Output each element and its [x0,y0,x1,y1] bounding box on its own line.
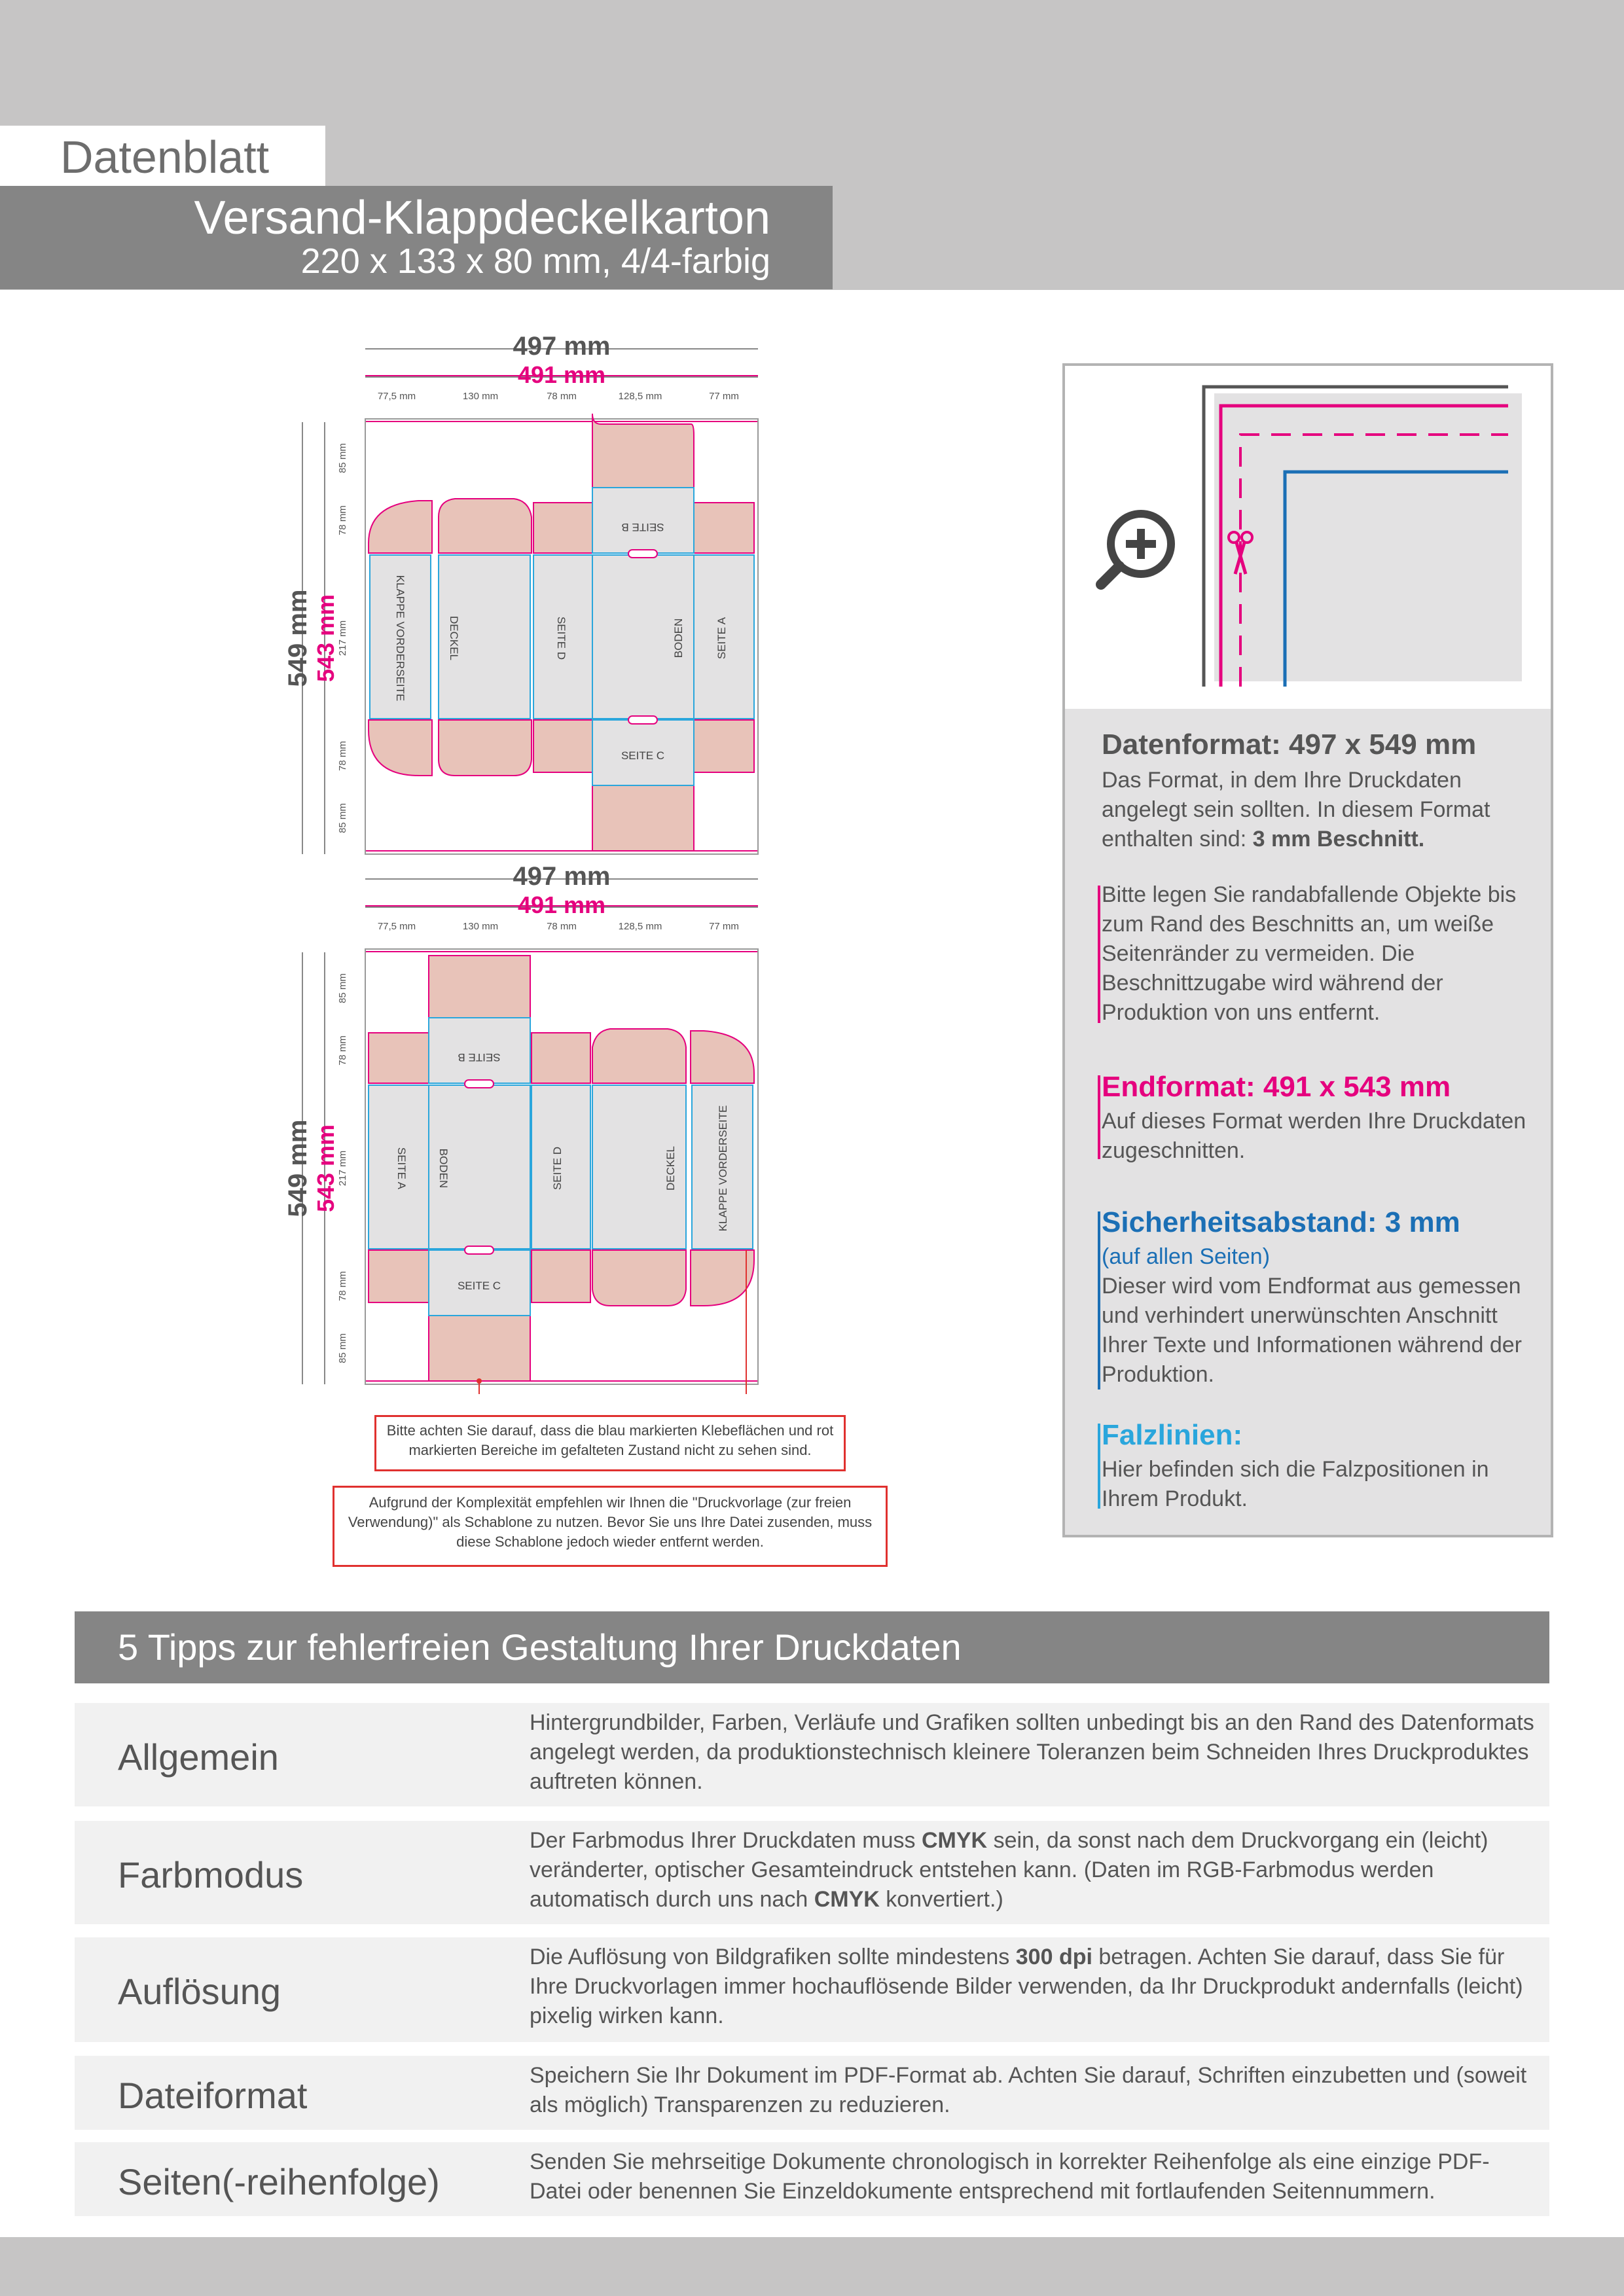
tip-text-aufloesung: Die Auflösung von Bildgrafiken sollte mindestens 300 dpi betragen. Achten Sie darauf, dass Sie für Ihre Druckvorlagen immer hochauflösende Bilder verwenden, da Ihr Druckprodukt andernfalls (leicht) pixelig wirken kann. [530,1945,1523,2028]
title-band [0,186,833,289]
col-width-4: 128,5 mm [618,391,662,402]
col-width-4: 128,5 mm [618,921,662,932]
panel-deckel-label: DECKEL [664,1145,677,1191]
height-data-label: 549 mm [283,589,312,687]
template-note-text: Aufgrund der Komplexität empfehlen wir Ihnen die "Druckvorlage (zur freien Verwendung)" als Schablone zu nutzen. Bevor Sie uns Ihre Datei zusenden, muss diese Schablone jedoch wieder entfernt werden. [348,1494,873,1550]
bleed-detail-graphic [1065,366,1551,711]
height-final-label-2: 543 mm [312,1124,339,1213]
col-width-2: 130 mm [462,391,499,402]
panel-klappe-label: KLAPPE VORDERSEITE [717,1105,729,1232]
panel-boden-label: BODEN [672,618,685,658]
panel-boden-label: BODEN [437,1148,450,1189]
format-info-box [1062,709,1553,1537]
tip-text-farbmodus: Der Farbmodus Ihrer Druckdaten muss CMYK sein, da sonst nach dem Druckvorgang ein (leicht) veränderter, optischer Gesamteindruck entstehen kann. (Daten im RGB-Farbmodus werden automatisch durch uns nach CMYK konvertiert.) [530,1828,1489,1912]
sicherheit-sub: (auf allen Seiten) [1102,1244,1271,1269]
row-height-3: 217 mm [337,620,348,656]
datenformat-text [1102,766,1547,854]
magnifier-plus-icon [1101,514,1171,584]
panel-seite-b-label: SEITE B [458,1051,501,1064]
product-subtitle: 220 x 133 x 80 mm, 4/4-farbig [300,242,770,281]
sicherheit-title: Sicherheitsabstand: 3 mm [1102,1206,1460,1238]
col-width-5: 77 mm [709,391,739,402]
row-height-3: 217 mm [337,1150,348,1187]
sicherheit-bar [1098,1211,1100,1390]
datenblatt-label: Datenblatt [60,132,270,183]
beschnitt-bar [1098,886,1100,1023]
glue-area-note [374,1415,846,1471]
dieline-diagram-bottom [275,857,785,1394]
tip-label-farbmodus: Farbmodus [118,1854,304,1895]
sicherheit-text: Dieser wird vom Endformat aus gemessen und verhindert unerwünschten Anschnitt Ihrer Texte und Informationen während der Produktion. [1102,1274,1522,1387]
tip-text-allgemein: Hintergrundbilder, Farben, Verläufe und Grafiken sollten unbedingt bis an den Rand des Datenformats angelegt werden, da produktionstechnisch kleinere Toleranzen beim Schneiden Ihres Druckproduktes auftreten können. [530,1710,1534,1794]
tip-row-farbmodus [75,1821,1549,1924]
datenblatt-tab [0,126,325,186]
height-data-label-2: 549 mm [283,1119,312,1217]
row-height-4: 78 mm [337,741,348,771]
tip-row-dateiformat [75,2056,1549,2130]
tips-header [75,1611,1549,1683]
col-width-3: 78 mm [547,921,577,932]
tip-text-dateiformat: Speichern Sie Ihr Dokument im PDF-Format ab. Achten Sie darauf, Schriften einzubetten und (soweit als möglich) Transparenzen zu reduzieren. [530,2063,1527,2117]
falz-text: Hier befinden sich die Falzpositionen in Ihrem Produkt. [1102,1457,1489,1511]
tip-label-dateiformat: Dateiformat [118,2075,308,2116]
endformat-title: Endformat: 491 x 543 mm [1102,1071,1451,1103]
falz-bar [1098,1424,1100,1509]
falz-title: Falzlinien: [1102,1419,1243,1451]
row-height-2: 78 mm [337,1035,348,1066]
beschnitt-text: Bitte legen Sie randabfallende Objekte bis zum Rand des Beschnitts an, um weiße Seitenränder zu vermeiden. Die Beschnittzugabe wird während der Produktion von uns entfernt. [1102,882,1517,1025]
panel-seite-d-label: SEITE D [555,616,568,660]
width-final-label-2: 491 mm [517,891,606,918]
col-width-2: 130 mm [462,921,499,932]
tips-title: 5 Tipps zur fehlerfreien Gestaltung Ihrer Druckdaten [118,1626,962,1668]
datenformat-desc: Das Format, in dem Ihre Druckdaten angelegt sein sollten. In diesem Format enthalten sind: [1102,768,1490,852]
panel-seite-c-label: SEITE C [621,749,665,762]
endformat-text: Auf dieses Format werden Ihre Druckdaten zugeschnitten. [1102,1109,1526,1163]
tip-row-seiten [75,2142,1549,2216]
footer-band [0,2237,1624,2296]
datenformat-title: Datenformat: 497 x 549 mm [1102,728,1477,761]
row-height-2: 78 mm [337,505,348,535]
zoom-detail-box [1062,363,1553,714]
col-width-1: 77,5 mm [377,391,416,402]
row-height-4: 78 mm [337,1271,348,1301]
width-final-label: 491 mm [517,361,606,388]
col-width-1: 77,5 mm [377,921,416,932]
datenformat-bold: 3 mm Beschnitt. [1252,827,1425,852]
dieline-diagram-top [275,327,785,864]
panel-seite-c-label: SEITE C [457,1280,501,1292]
tip-label-seiten: Seiten(-reihenfolge) [118,2161,440,2202]
template-note [333,1486,888,1567]
panel-seite-a-label: SEITE A [715,617,728,660]
tip-row-allgemein [75,1703,1549,1806]
glue-area-note-text: Bitte achten Sie darauf, dass die blau markierten Klebeflächen und rot markierten Bereiche im gefalteten Zustand nicht zu sehen sind. [386,1422,834,1458]
endformat-bar [1098,1075,1100,1159]
panel-seite-a-label: SEITE A [395,1147,408,1190]
height-final-label: 543 mm [312,594,339,683]
row-height-5: 85 mm [337,803,348,833]
panel-seite-d-label: SEITE D [551,1146,564,1191]
tip-label-allgemein: Allgemein [118,1736,279,1778]
row-height-1: 85 mm [337,973,348,1003]
col-width-3: 78 mm [547,391,577,402]
panel-deckel-label: DECKEL [448,615,460,661]
row-height-1: 85 mm [337,443,348,473]
product-title: Versand-Klappdeckelkarton [194,192,770,244]
width-data-label-2: 497 mm [513,862,611,891]
tip-text-seiten: Senden Sie mehrseitige Dokumente chronologisch in korrekter Reihenfolge als eine einzige PDF-Datei oder benennen Sie Einzeldokumente entsprechend mit fortlaufenden Seitennummern. [530,2149,1490,2204]
panel-klappe-label: KLAPPE VORDERSEITE [394,575,406,702]
panel-seite-b-label: SEITE B [621,521,664,533]
row-height-5: 85 mm [337,1333,348,1363]
tip-label-aufloesung: Auflösung [118,1971,281,2012]
tip-row-aufloesung [75,1937,1549,2042]
col-width-5: 77 mm [709,921,739,932]
width-data-label: 497 mm [513,332,611,361]
